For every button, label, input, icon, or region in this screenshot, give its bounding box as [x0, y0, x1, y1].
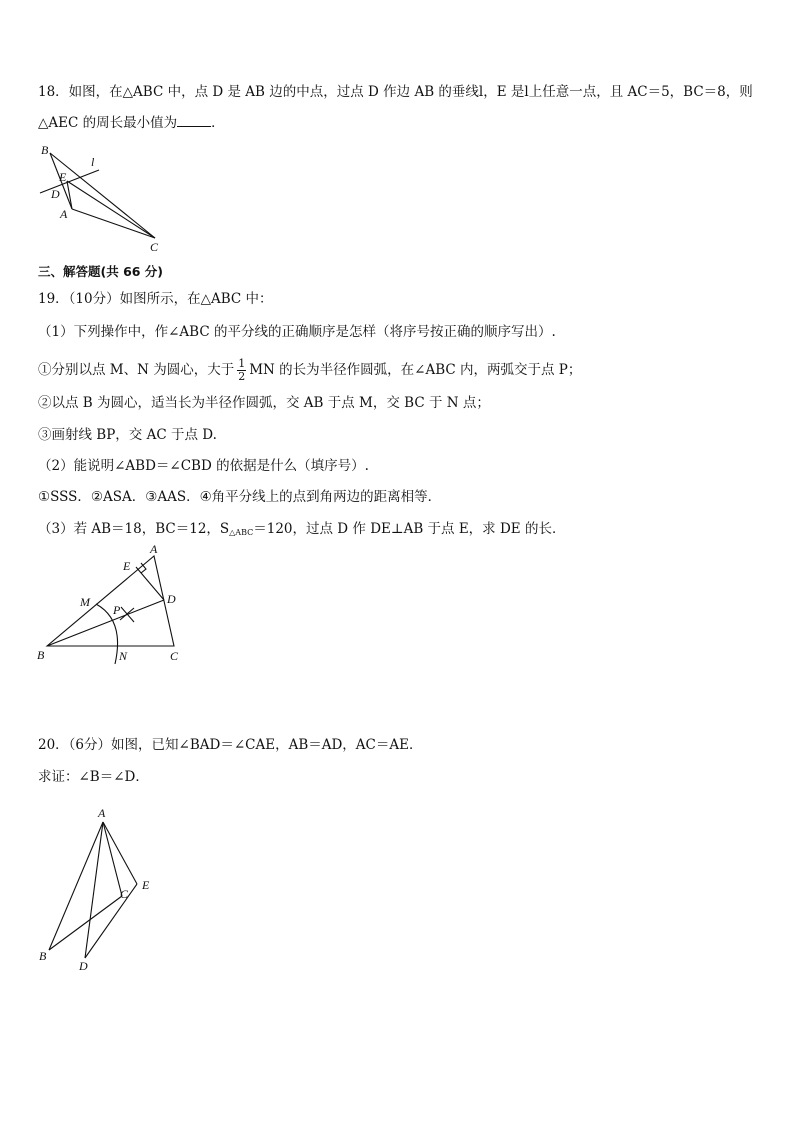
q19-step3: ③画射线 BP，交 AC 于点 D. — [38, 427, 217, 443]
q19-step2: ②以点 B 为圆心，适当长为半径作圆弧，交 AB 于点 M，交 BC 于 N 点； — [38, 395, 490, 411]
fig-label-p: P — [113, 603, 121, 617]
fraction-denominator: 2 — [238, 370, 246, 383]
fraction-half — [237, 358, 246, 383]
q19-part2: （2）能说明∠ABD＝∠CBD 的依据是什么（填序号）. — [38, 458, 369, 474]
q20-line1: 20．（6分）如图，已知∠BAD＝∠CAE，AB＝AD，AC＝AE． — [38, 737, 423, 753]
fig-label-c: C — [170, 649, 179, 663]
q19-part3-text-a: （3）若 AB＝18，BC＝12，S — [38, 521, 230, 537]
fraction-numerator: 1 — [238, 357, 246, 370]
q19-part3-text-b: ＝120，过点 D 作 DE⊥AB 于点 E，求 DE 的长． — [253, 521, 566, 537]
q19-options: ①SSS．②ASA．③AAS．④角平分线上的点到角两边的距离相等． — [38, 489, 442, 505]
fig-label-a: A — [98, 806, 106, 820]
q18-line1: 18．如图，在△ABC 中，点 D 是 AB 边的中点，过点 D 作边 AB 的垂线l，E 是l上任意一点，且 AC＝5，BC＝8，则 — [38, 84, 753, 100]
fig-label-a: A — [150, 542, 158, 556]
fig-label-c: C — [150, 240, 159, 254]
q19-step1-text-b: MN 的长为半径作圆弧，在∠ABC 内，两弧交于点 P； — [249, 362, 582, 378]
q19-part3-subscript: △ABC — [229, 528, 254, 537]
q20-figure — [0, 0, 200, 990]
fig-label-c: C — [120, 887, 129, 901]
fig-label-b: B — [37, 648, 45, 662]
section-title: 三、解答题(共 66 分) — [38, 264, 164, 279]
fig-label-m: M — [80, 595, 90, 609]
q20-line2: 求证：∠B＝∠D． — [38, 769, 149, 785]
q18-line2-text: △AEC 的周长最小值为 — [38, 115, 178, 131]
fig-label-d: D — [79, 959, 88, 973]
fig-label-l: l — [91, 155, 95, 169]
segment-ac — [103, 822, 122, 896]
q19-part1: （1）下列操作中，作∠ABC 的平分线的正确顺序是怎样（将序号按正确的顺序写出）. — [38, 324, 556, 340]
q19-step1-text-a: ①分别以点 M、N 为圆心，大于 — [38, 362, 235, 378]
fig-label-e: E — [59, 170, 67, 184]
fig-label-d: D — [51, 187, 60, 201]
q19-line1: 19．（10分）如图所示，在△ABC 中： — [38, 291, 273, 307]
fig-label-d: D — [167, 592, 176, 606]
fig-label-b: B — [41, 143, 49, 157]
fig-label-a: A — [60, 207, 68, 221]
fig-label-n: N — [119, 649, 128, 663]
segment-ae — [103, 822, 137, 884]
fig-label-b: B — [39, 949, 47, 963]
fig-label-e: E — [123, 559, 131, 573]
fig-label-e: E — [142, 878, 150, 892]
q18-line2-end: ． — [211, 115, 225, 131]
